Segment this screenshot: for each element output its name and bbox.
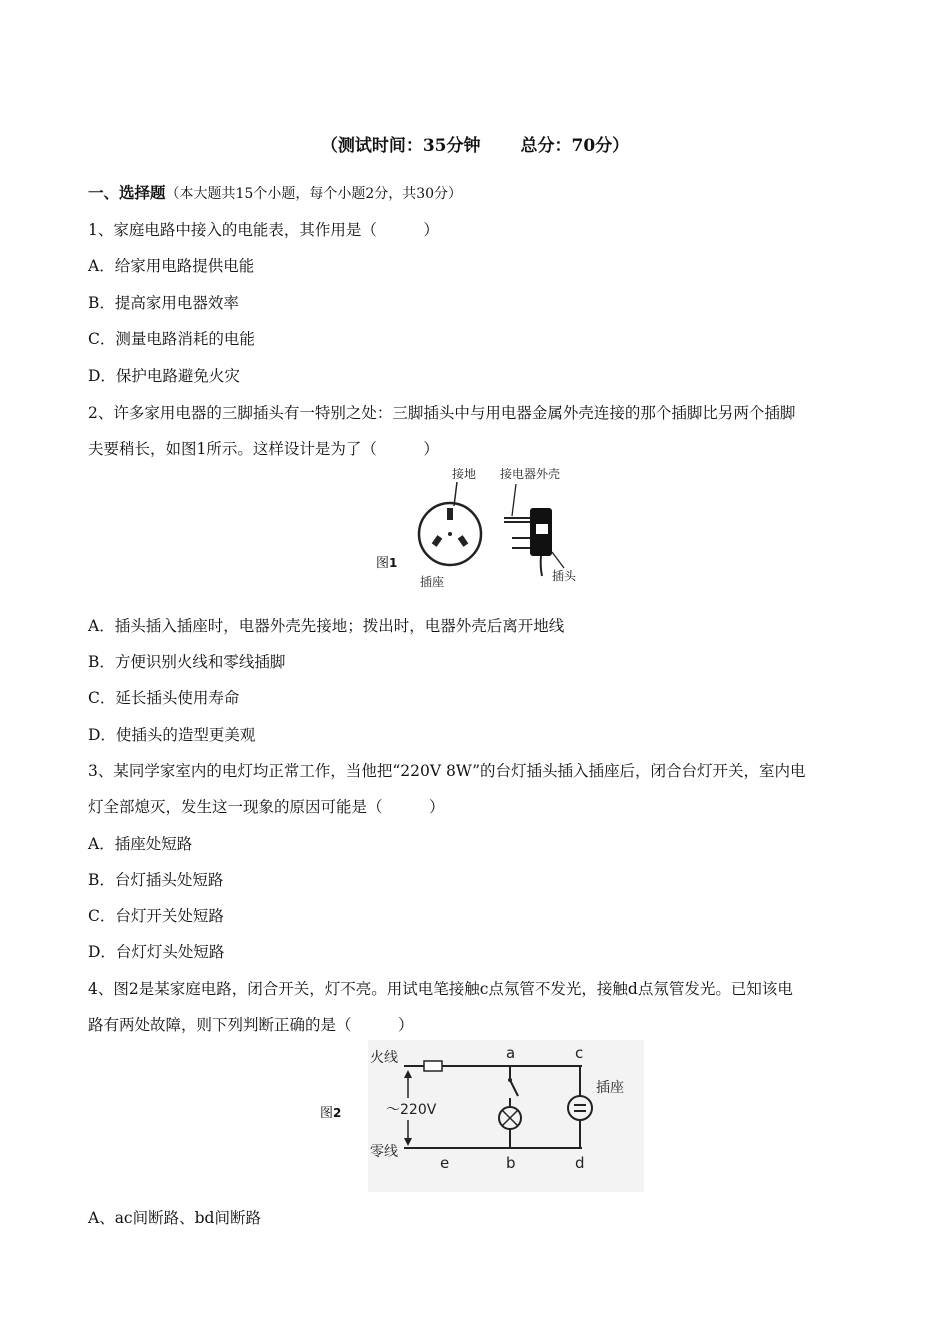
casing-label: 接电器外壳	[500, 467, 561, 481]
socket-center-dot	[448, 532, 452, 536]
switch-pivot	[508, 1078, 512, 1082]
q2-option-a: A．插头插入插座时，电器外壳先接地；拨出时，电器外壳后离开地线	[88, 617, 565, 635]
q1-option-b: B．提高家用电器效率	[88, 294, 239, 312]
q3-option-b: B．台灯插头处短路	[88, 871, 224, 889]
total-score: 总分：70分）	[520, 136, 630, 156]
q2-stem-line1: 2、许多家用电器的三脚插头有一特别之处：三脚插头中与用电器金属外壳连接的那个插脚比另两个插脚	[88, 404, 796, 422]
q3-stem-line1: 3、某同学家室内的电灯均正常工作，当他把“220V 8W”的台灯插头插入插座后，闭合台灯开关，室内电	[88, 762, 806, 780]
q2-option-c: C．延长插头使用寿命	[88, 689, 240, 707]
point-d: d	[575, 1154, 585, 1172]
socket-slot-right	[458, 535, 469, 547]
socket-label: 插座	[420, 575, 445, 589]
figure2-caption	[320, 1102, 341, 1121]
q2-option-b: B．方便识别火线和零线插脚	[88, 653, 286, 671]
point-e: e	[440, 1154, 450, 1172]
q1-stem: 1、家庭电路中接入的电能表，其作用是（ ）	[88, 221, 439, 239]
figure2-caption-num: 2	[333, 1106, 342, 1120]
point-b: b	[506, 1154, 516, 1172]
exam-header	[0, 131, 950, 156]
casing-pointer	[512, 484, 516, 516]
point-a: a	[506, 1044, 516, 1062]
q4-option-a: A、ac间断路、bd间断路	[88, 1209, 261, 1227]
neutral-label: 零线	[370, 1144, 398, 1160]
plug-cord	[541, 556, 542, 576]
socket-ground-slot	[447, 508, 453, 520]
socket-label: 插座	[596, 1080, 624, 1096]
section-heading: 一、选择题	[88, 183, 166, 202]
ground-label: 接地	[452, 467, 477, 481]
section-title	[88, 181, 462, 203]
section-note: （本大题共15个小题，每个小题2分，共30分）	[165, 186, 463, 202]
figure1-caption-prefix: 图	[376, 556, 390, 571]
q4-stem-line2: 路有两处故障，则下列判断正确的是（ ）	[88, 1016, 414, 1034]
figure1-caption-num: 1	[389, 556, 398, 570]
q3-option-a: A．插座处短路	[88, 835, 193, 853]
q1-option-c: C．测量电路消耗的电能	[88, 330, 255, 348]
figure1-plug-diagram	[412, 462, 588, 590]
plug-window	[536, 524, 548, 534]
q3-stem-line2: 灯全部熄灭，发生这一现象的原因可能是（ ）	[88, 798, 445, 816]
q1-option-d: D．保护电路避免火灾	[88, 367, 240, 385]
socket-slot-left	[432, 535, 443, 547]
figure1-caption	[376, 552, 397, 571]
live-label: 火线	[370, 1050, 398, 1066]
q2-stem-line2: 夫要稍长，如图1所示。这样设计是为了（ ）	[88, 440, 439, 458]
figure2-caption-prefix: 图	[320, 1106, 334, 1121]
point-c: c	[575, 1044, 584, 1062]
test-time: （测试时间：35分钟	[320, 136, 481, 156]
q2-option-d: D．使插头的造型更美观	[88, 726, 256, 744]
voltage-label: ～220V	[386, 1102, 437, 1118]
figure2-circuit-diagram	[368, 1040, 644, 1192]
plug-pointer	[552, 552, 564, 568]
q3-option-c: C．台灯开关处短路	[88, 907, 224, 925]
q4-stem-line1: 4、图2是某家庭电路，闭合开关，灯不亮。用试电笔接触c点氖管不发光，接触d点氖管发光。已知该电	[88, 980, 793, 998]
plug-label: 插头	[552, 569, 577, 583]
q3-option-d: D．台灯灯头处短路	[88, 943, 225, 961]
q1-option-a: A．给家用电路提供电能	[88, 257, 255, 275]
fuse	[424, 1061, 442, 1071]
